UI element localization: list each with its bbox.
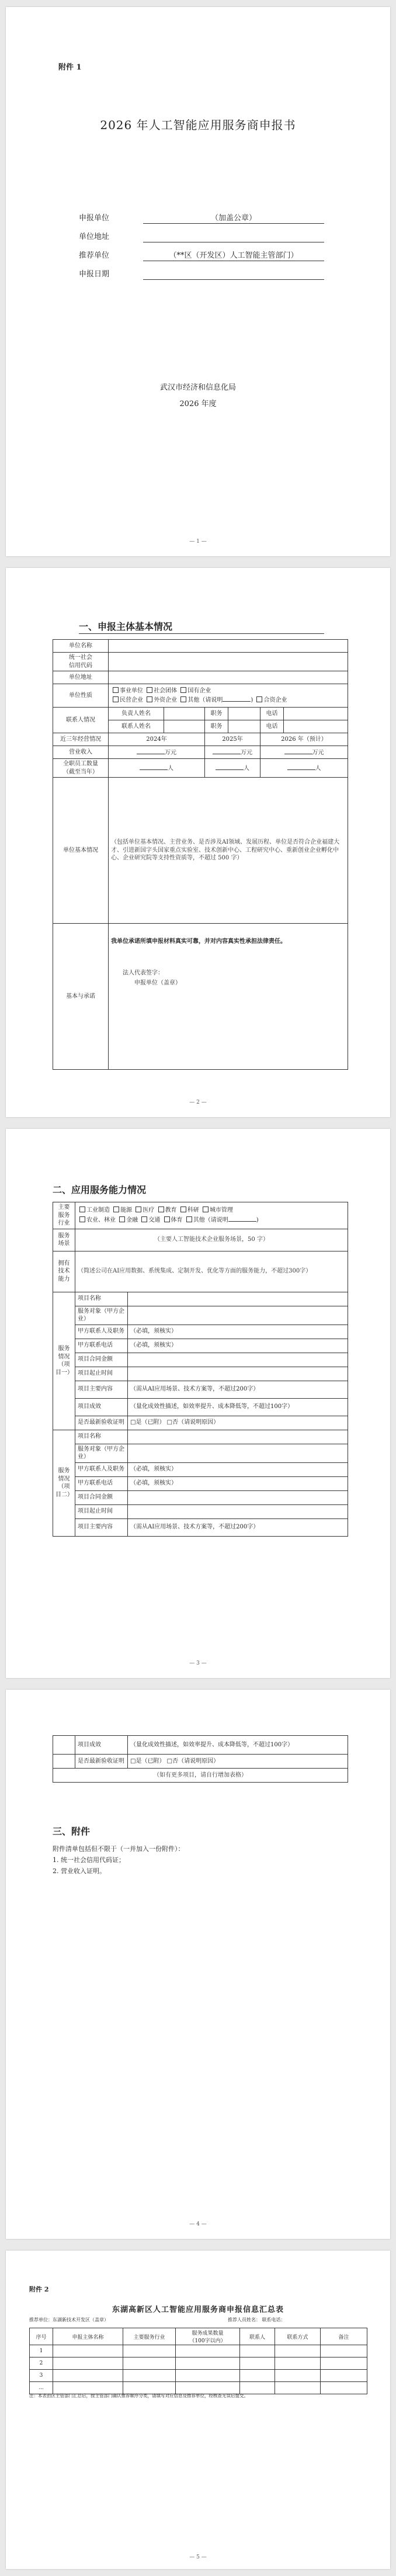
cell-label: 甲方联系人及职务	[75, 1325, 128, 1339]
option-label: 医疗	[143, 1207, 155, 1214]
checkbox[interactable]	[113, 1206, 119, 1212]
option-label: 其他（请说明	[193, 1216, 228, 1223]
income-cell[interactable]	[109, 746, 205, 759]
cell-label: 服务对象（甲方企业）	[75, 1306, 128, 1325]
cell-input[interactable]	[164, 708, 205, 720]
checkbox[interactable]	[79, 1216, 85, 1222]
cell-input[interactable]	[275, 2357, 321, 2370]
meta-left: 推荐单位：东湖新技术开发区（盖章）	[29, 2317, 109, 2322]
table-row	[30, 2370, 367, 2382]
cell-label: 职务	[205, 708, 228, 720]
field-date	[79, 268, 324, 282]
row-label: 单位性质	[53, 684, 109, 708]
checkbox[interactable]	[186, 1216, 192, 1222]
cell-label: 项目主要内容	[75, 1381, 128, 1398]
field-value	[143, 268, 324, 280]
section-rule	[79, 633, 324, 634]
page-annex-2	[6, 2251, 390, 2569]
section-heading: 三、附件	[53, 1826, 91, 1837]
issuer: 武汉市经济和信息化局	[159, 383, 236, 392]
credit-code-cell[interactable]	[109, 653, 348, 671]
option-label: 事业单位	[120, 687, 143, 694]
summary-footnote: 注：本表由区主管部门汇总后，按主管部门确认推荐顺序分类，请填写对应信息及推荐单位，经核查无误后提交。	[29, 2393, 248, 2398]
column-header: 联系方式	[275, 2328, 321, 2345]
option-label: 合资企业	[263, 697, 287, 703]
cell-label: 项目合同金额	[75, 1353, 128, 1367]
year-label: 2025年	[205, 733, 260, 746]
cell-input[interactable]	[284, 708, 348, 720]
section-heading: 一、申报主体基本情况	[79, 621, 173, 632]
cell-input[interactable]	[228, 720, 260, 733]
table-row	[30, 2357, 367, 2370]
cell-input[interactable]	[240, 2382, 275, 2394]
row-label: 全职员工数量 （截至当年）	[53, 759, 109, 778]
page-number: — 3 —	[189, 1660, 207, 1666]
signature-label: 法人代表签字：	[123, 969, 164, 976]
cell-input[interactable]	[176, 2382, 240, 2394]
option-label: 工业制造	[86, 1207, 110, 1214]
row-label: 单位地址	[53, 671, 109, 684]
page-section-2	[6, 1129, 390, 1678]
cell-label: 项目起止时间	[75, 1504, 128, 1518]
scenario-cell[interactable]: （主要人工智能技术企业服务场景，50 字）	[75, 1229, 348, 1251]
cell-label: 联系人姓名	[109, 720, 164, 733]
field-value	[143, 230, 324, 242]
cell-input[interactable]: （需从AI应用场景、技术方案等，不超过200字）	[128, 1381, 348, 1398]
industry-options: 工业制造 能源 医疗 教育 科研 城市管理 农业、林业 金融 交通 体育 其他（请说明 )	[75, 1202, 348, 1229]
cell-input[interactable]	[321, 2370, 367, 2382]
option-label: 金融	[126, 1216, 138, 1223]
page-section-2-cont	[6, 1690, 390, 2239]
cell-label: 电话	[260, 720, 284, 733]
page-number: — 5 —	[189, 2554, 207, 2560]
checkbox[interactable]	[203, 1206, 209, 1212]
cell-label: 电话	[260, 708, 284, 720]
row-index: ...	[30, 2382, 53, 2394]
row-label: 单位名称	[53, 640, 109, 653]
year-label: 2024年	[109, 733, 205, 746]
checkbox[interactable]	[180, 687, 186, 693]
cell-input[interactable]	[240, 2370, 275, 2382]
unit-name-cell[interactable]	[109, 640, 348, 653]
cell-input[interactable]	[240, 2357, 275, 2370]
option-label: 教育	[165, 1207, 177, 1214]
blank-cell	[53, 1755, 75, 1769]
cell-input[interactable]: （必填，须核实）	[128, 1339, 348, 1353]
cell-label: 是否最新验收证明	[75, 1416, 128, 1430]
employee-cell[interactable]	[260, 759, 348, 778]
commitment-cell	[109, 924, 348, 1070]
project-one-label: 服务 情况 （项 目一）	[53, 1292, 75, 1430]
field-value: （**区（开发区）人工智能主管部门）	[143, 249, 324, 261]
column-header: 序号	[30, 2328, 53, 2345]
row-label: 主要 服务 行业	[53, 1202, 75, 1229]
stamp-label: 申报单位（盖章）	[134, 980, 181, 986]
checkbox[interactable]	[256, 696, 262, 702]
page-number: — 4 —	[189, 2221, 207, 2227]
basic-info-table	[53, 639, 348, 1070]
cell-input[interactable]	[53, 2382, 123, 2394]
add-more-note: （如有更多项目，请自行增加表格）	[53, 1769, 348, 1783]
option-label: 国有企业	[187, 687, 211, 694]
cell-input[interactable]	[275, 2382, 321, 2394]
option-label: 其他（请说明	[187, 697, 223, 703]
cell-input[interactable]: （必填，须核实）	[128, 1462, 348, 1476]
cell-input[interactable]	[128, 1353, 348, 1367]
option-label: 社会团体	[154, 687, 178, 694]
cell-input[interactable]: （需从AI应用场景、技术方案等，不超过200字）	[128, 1518, 348, 1536]
option-label: 交通	[148, 1216, 161, 1223]
cell-input[interactable]	[123, 2345, 176, 2357]
option-label: 外资企业	[154, 697, 178, 703]
cell-label: 项目合同金额	[75, 1490, 128, 1504]
cell-input[interactable]	[53, 2370, 123, 2382]
row-label: 单位基本情况	[53, 778, 109, 924]
meta-right: 推荐人员姓名： 联系电话：	[228, 2317, 286, 2322]
row-index: 1	[30, 2345, 53, 2357]
cell-input[interactable]	[128, 1306, 348, 1325]
cell-input[interactable]	[53, 2345, 123, 2357]
column-header: 备注	[321, 2328, 367, 2345]
cell-label: 服务对象（甲方企业）	[75, 1444, 128, 1462]
checkbox[interactable]	[141, 1216, 147, 1222]
field-address	[79, 230, 324, 244]
cell-input[interactable]: □是（已附） □否（请说明原因）	[128, 1755, 348, 1769]
cell-input[interactable]	[321, 2357, 367, 2370]
cell-label: 是否最新验收证明	[75, 1755, 128, 1769]
table-row	[30, 2382, 367, 2394]
project-two-label: 服务 情况 （项 目二）	[53, 1430, 75, 1536]
cell-input[interactable]	[123, 2382, 176, 2394]
page-section-1	[6, 568, 390, 1117]
unit-label: 万元	[312, 750, 324, 757]
cell-label: 项目名称	[75, 1292, 128, 1306]
unit-label: 万元	[165, 750, 176, 757]
cell-input[interactable]	[275, 2370, 321, 2382]
field-value: （加盖公章）	[143, 212, 324, 224]
unit-label: 万元	[241, 750, 252, 757]
income-cell[interactable]	[260, 746, 348, 759]
issue-year: 2026 年度	[179, 400, 217, 408]
checkbox[interactable]	[113, 696, 119, 702]
unit-label: 人	[168, 765, 173, 772]
checkbox[interactable]	[164, 1216, 170, 1222]
attachment-item: 2. 营业收入证明。	[53, 1867, 106, 1875]
attachment-intro: 附件清单包括但不限于（一并加入一份附件）：	[53, 1845, 185, 1853]
cell-label: 职务	[205, 720, 228, 733]
column-header: 主要服务行业	[123, 2328, 176, 2345]
option-label: 能源	[120, 1207, 133, 1214]
unit-label: 人	[244, 765, 249, 772]
cell-label: 项目成效	[75, 1736, 128, 1755]
attachment-item: 1. 统一社会信用代码证；	[53, 1856, 125, 1864]
cell-label: 甲方联系人及职务	[75, 1462, 128, 1476]
row-label: 基本与承诺	[53, 924, 109, 1070]
option-label: 民营企业	[120, 697, 143, 703]
row-label: 服务 场景	[53, 1229, 75, 1251]
employee-cell[interactable]	[205, 759, 260, 778]
cell-input[interactable]	[321, 2345, 367, 2357]
cell-input[interactable]	[128, 1430, 348, 1444]
cell-input[interactable]	[176, 2370, 240, 2382]
option-label: 科研	[187, 1207, 199, 1214]
annex-title: 东湖高新区人工智能应用服务商申报信息汇总表	[112, 2305, 284, 2314]
checkbox[interactable]	[158, 1206, 164, 1212]
nature-options: 事业单位 社会团体 国有企业 民营企业 外资企业 其他（请说明 ) 合资企业	[109, 684, 348, 708]
cell-input[interactable]: （必填，须核实）	[128, 1476, 348, 1490]
annex-label: 附件 2	[29, 2286, 49, 2293]
cell-input[interactable]	[228, 708, 260, 720]
field-label: 推荐单位	[79, 251, 110, 260]
checkbox[interactable]	[147, 687, 152, 693]
cell-input[interactable]: （必填，须核实）	[128, 1325, 348, 1339]
capability-table-cont	[53, 1735, 348, 1783]
option-label: 农业、林业	[86, 1216, 116, 1223]
employee-cell[interactable]	[109, 759, 205, 778]
cell-input[interactable]	[128, 1367, 348, 1381]
checkbox[interactable]	[79, 1206, 85, 1212]
row-index: 2	[30, 2357, 53, 2370]
cell-label: 项目名称	[75, 1430, 128, 1444]
checkbox[interactable]	[136, 1206, 141, 1212]
summary-table	[29, 2328, 367, 2394]
cell-input[interactable]	[123, 2357, 176, 2370]
checkbox[interactable]	[180, 1206, 186, 1212]
cell-input[interactable]: □是（已附） □否（请说明原因）	[128, 1416, 348, 1430]
cell-label: 甲方联系电话	[75, 1339, 128, 1353]
annex-label: 附件 1	[58, 63, 82, 72]
cell-label: 项目起止时间	[75, 1367, 128, 1381]
capability-table	[53, 1202, 348, 1537]
cell-input[interactable]: （量化成效性描述，如效率提升、成本降低等，不超过100字）	[128, 1736, 348, 1755]
cell-label: 项目成效	[75, 1398, 128, 1416]
cell-input[interactable]	[164, 720, 205, 733]
column-header: 申报主体名称	[53, 2328, 123, 2345]
section-heading: 二、应用服务能力情况	[53, 1184, 147, 1195]
checkbox[interactable]	[147, 696, 152, 702]
column-header: 联系人	[240, 2328, 275, 2345]
address-cell[interactable]	[109, 671, 348, 684]
cell-label: 甲方联系电话	[75, 1476, 128, 1490]
cell-input[interactable]	[321, 2382, 367, 2394]
table-row	[30, 2345, 367, 2357]
row-index: 3	[30, 2370, 53, 2382]
row-label: 统一社会 信用代码	[53, 653, 109, 671]
cell-input[interactable]	[123, 2370, 176, 2382]
page-number: — 1 —	[189, 539, 207, 545]
unit-label: 人	[315, 765, 321, 772]
cell-input[interactable]	[176, 2357, 240, 2370]
column-header: 服务成果数量 （100字以内）	[176, 2328, 240, 2345]
row-label: 拥有 技术 能力	[53, 1251, 75, 1292]
commitment-text: 我单位承诺所填申报材料真实可靠，并对内容真实性承担法律责任。	[111, 938, 286, 945]
option-label: 体育	[171, 1216, 183, 1223]
cell-input[interactable]: （量化成效性描述，如效率提升、成本降低等，不超过100字）	[128, 1398, 348, 1416]
field-label: 申报日期	[79, 270, 110, 279]
cell-input[interactable]	[240, 2345, 275, 2357]
row-label: 联系人情况	[53, 708, 109, 733]
cell-input[interactable]	[128, 1504, 348, 1518]
page-title: 2026 年人工智能应用服务商申报书	[100, 118, 296, 132]
field-label: 单位地址	[79, 233, 110, 241]
field-applicant	[79, 212, 324, 226]
cell-input[interactable]	[53, 2357, 123, 2370]
year-label: 2026 年（预计）	[260, 733, 348, 746]
field-label: 申报单位	[79, 214, 110, 223]
cell-input[interactable]	[128, 1292, 348, 1306]
cell-input[interactable]	[275, 2345, 321, 2357]
profile-cell[interactable]: （包括单位基本情况、主营业务、是否涉及AI领域、发展历程、单位是否符合企业福建大才、引进新国字头国家重点实验室、技术创新中心、工程研究中心、重新创业企业孵化中心、企业研究院等支持性资质等，不超过 500 字）	[109, 778, 348, 924]
row-label: 近三年经营情况	[53, 733, 109, 746]
tech-cell[interactable]: （简述公司在AI应用数据、系统集成、定制开发、优化等方面的服务能力，不超过300字）	[75, 1251, 348, 1292]
option-label: 城市管理	[209, 1207, 233, 1214]
checkbox[interactable]	[113, 687, 119, 693]
blank-cell	[53, 1736, 75, 1755]
cell-input[interactable]	[128, 1444, 348, 1462]
field-recommender	[79, 249, 324, 263]
row-label: 营业收入	[53, 746, 109, 759]
cell-label: 负责人姓名	[109, 708, 164, 720]
cell-label: 项目主要内容	[75, 1518, 128, 1536]
cell-input[interactable]	[284, 720, 348, 733]
page-cover	[6, 7, 390, 556]
page-number: — 2 —	[189, 1100, 207, 1105]
checkbox[interactable]	[180, 696, 186, 702]
cell-input[interactable]	[176, 2345, 240, 2357]
income-cell[interactable]	[205, 746, 260, 759]
cell-input[interactable]	[128, 1490, 348, 1504]
checkbox[interactable]	[119, 1216, 125, 1222]
